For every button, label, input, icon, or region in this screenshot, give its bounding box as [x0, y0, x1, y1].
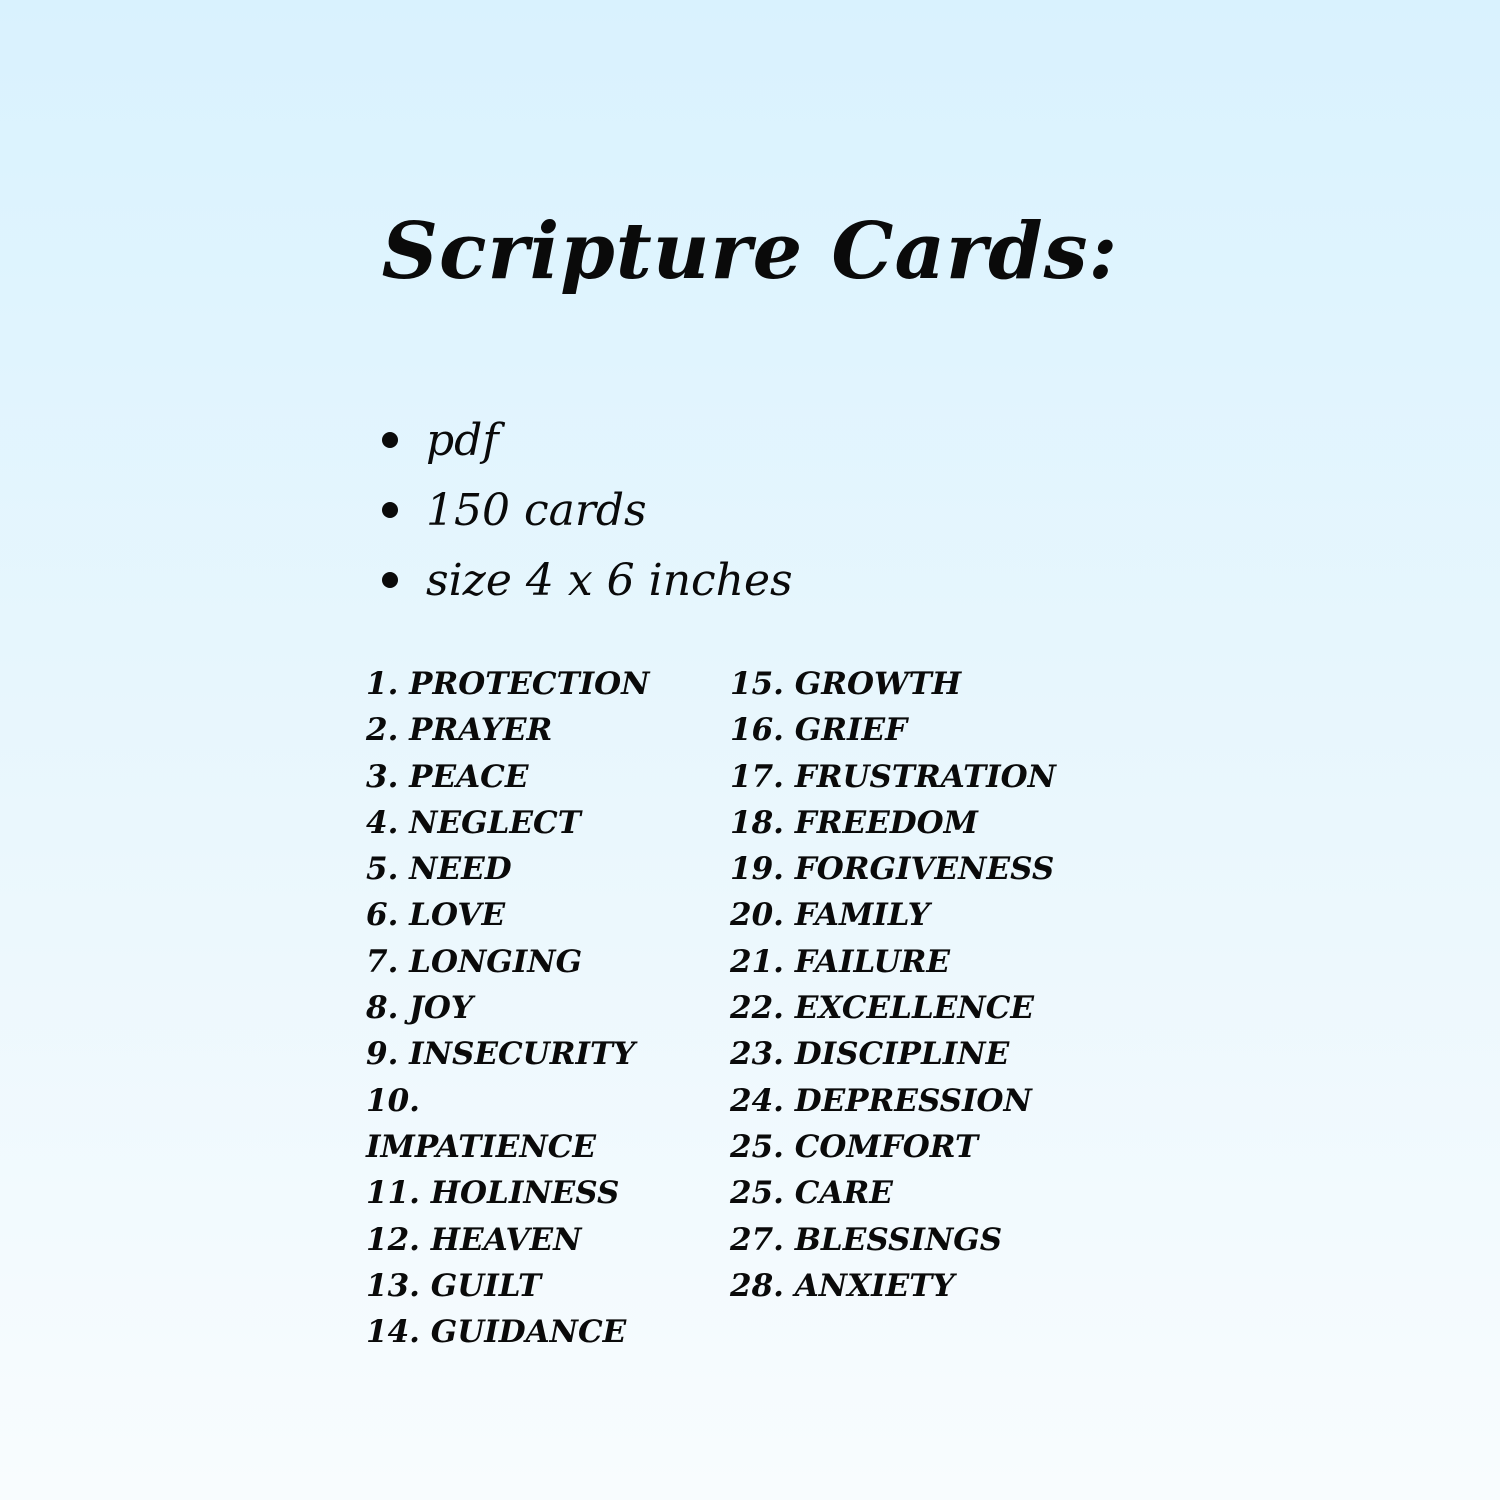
- topic-item: 5. NEED: [366, 851, 512, 888]
- feature-text: 150 cards: [426, 484, 647, 536]
- bullet-icon: [382, 432, 398, 448]
- topic-item: 17. FRUSTRATION: [730, 758, 1057, 795]
- topic-item: 7. LONGING: [366, 943, 583, 980]
- topic-item: 25. CARE: [730, 1175, 893, 1212]
- topic-item: 19. FORGIVENESS: [730, 851, 1055, 888]
- topic-item: 28. ANXIETY: [730, 1267, 955, 1304]
- feature-text: pdf: [426, 414, 499, 466]
- feature-list: [378, 405, 793, 615]
- topic-item: 10. IMPATIENCE: [366, 1082, 597, 1165]
- topic-item: 3. PEACE: [366, 758, 529, 795]
- topic-item: 15. GROWTH: [730, 666, 962, 702]
- topic-item: 18. FREEDOM: [730, 804, 978, 841]
- bullet-icon: [382, 572, 398, 588]
- topic-item: 16. GRIEF: [730, 712, 908, 749]
- topic-item: 8. JOY: [366, 990, 473, 1027]
- feature-text: size 4 x 6 inches: [426, 554, 793, 606]
- feature-item: [378, 405, 793, 475]
- topic-item: 2. PRAYER: [366, 712, 553, 749]
- feature-item: [378, 545, 793, 615]
- topic-item: 24. DEPRESSION: [730, 1082, 1032, 1119]
- topic-item: 22. EXCELLENCE: [730, 990, 1035, 1027]
- topic-item: 27. BLESSINGS: [730, 1221, 1003, 1258]
- topic-item: 9. INSECURITY: [366, 1036, 636, 1073]
- topic-list-left: [366, 661, 666, 1355]
- topic-list-right: [730, 661, 1060, 1309]
- topic-item: 13. GUILT: [366, 1267, 542, 1304]
- topic-item: 20. FAMILY: [730, 897, 930, 934]
- topic-item: 6. LOVE: [366, 897, 506, 934]
- topic-item: 4. NEGLECT: [366, 804, 581, 841]
- topic-item: 14. GUIDANCE: [366, 1314, 627, 1351]
- bullet-icon: [382, 502, 398, 518]
- page-title: Scripture Cards:: [381, 206, 1119, 298]
- topic-item: 1. PROTECTION: [366, 666, 650, 702]
- topic-item: 23. DISCIPLINE: [730, 1036, 1010, 1073]
- feature-item: [378, 475, 793, 545]
- topic-item: 25. COMFORT: [730, 1128, 979, 1165]
- topic-item: 11. HOLINESS: [366, 1175, 620, 1212]
- topic-item: 21. FAILURE: [730, 943, 950, 980]
- topic-item: 12. HEAVEN: [366, 1221, 582, 1258]
